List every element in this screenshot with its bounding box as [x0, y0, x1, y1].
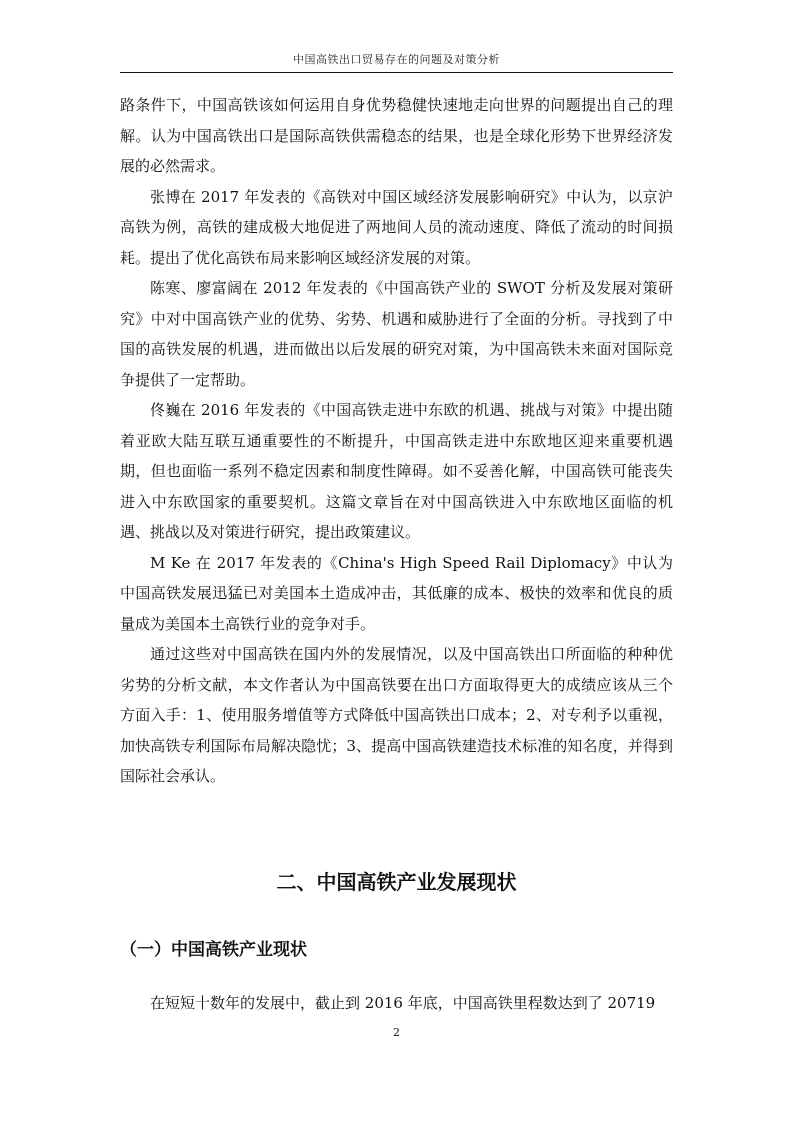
header-rule [120, 72, 673, 73]
subsection-title: （一）中国高铁产业现状 [120, 940, 307, 960]
paragraph-continued: 路条件下，中国高铁该如何运用自身优势稳健快速地走向世界的问题提出自己的理解。认为中国高铁出口是国际高铁供需稳态的结果，也是全球化形势下世界经济发展的必然需求。 [120, 96, 673, 175]
paragraph-tong-wei: 佟巍在 2016 年发表的《中国高铁走进中东欧的机遇、挑战与对策》中提出随着亚欧大陆互联互通重要性的不断提升，中国高铁走进中东欧地区迎来重要机遇期，但也面临一系列不稳定因素和制度性障碍。如不妥善化解，中国高铁可能丧失进入中东欧国家的重要契机。这篇文章旨在对中国高铁进入中东欧地区面临的机遇、挑战以及对策进行研究，提出政策建议。 [120, 401, 673, 541]
paragraph-zhang-bo: 张博在 2017 年发表的《高铁对中国区域经济发展影响研究》中认为，以京沪高铁为例，高铁的建成极大地促进了两地间人员的流动速度、降低了流动的时间损耗。提出了优化高铁布局来影响区域经济发展的对策。 [120, 187, 673, 267]
paragraph-summary: 通过这些对中国高铁在国内外的发展情况，以及中国高铁出口所面临的种种优劣势的分析文献，本文作者认为中国高铁要在出口方面取得更大的成绩应该从三个方面入手：1、使用服务增值等方式降低中国高铁出口成本；2、对专利予以重视，加快高铁专利国际布局解决隐忧；3、提高中国高铁建造技术标准的知名度，并得到国际社会承认。 [120, 645, 673, 785]
section-first-paragraph: 在短短十数年的发展中，截止到 2016 年底，中国高铁里程数达到了 20719 [150, 994, 656, 1012]
page-number: 2 [393, 1026, 400, 1039]
running-header: 中国高铁出口贸易存在的问题及对策分析 [293, 53, 500, 66]
section-title: 二、中国高铁产业发展现状 [276, 870, 517, 894]
paragraph-m-ke: M Ke 在 2017 年发表的《China's High Speed Rail Diplomacy》中认为中国高铁发展迅猛已对美国本土造成冲击，其低廉的成本、极快的效率和优良的质量成为美国本土高铁行业的竞争对手。 [120, 553, 673, 633]
section-first-paragraph-wrapper [120, 988, 673, 1018]
paragraph-chen-han: 陈寒、廖富阔在 2012 年发表的《中国高铁产业的 SWOT 分析及发展对策研究》中对中国高铁产业的优势、劣势、机遇和威胁进行了全面的分析。寻找到了中国的高铁发展的机遇，进而做出以后发展的研究对策，为中国高铁未来面对国际竞争提供了一定帮助。 [120, 279, 673, 389]
body-text [120, 90, 673, 792]
